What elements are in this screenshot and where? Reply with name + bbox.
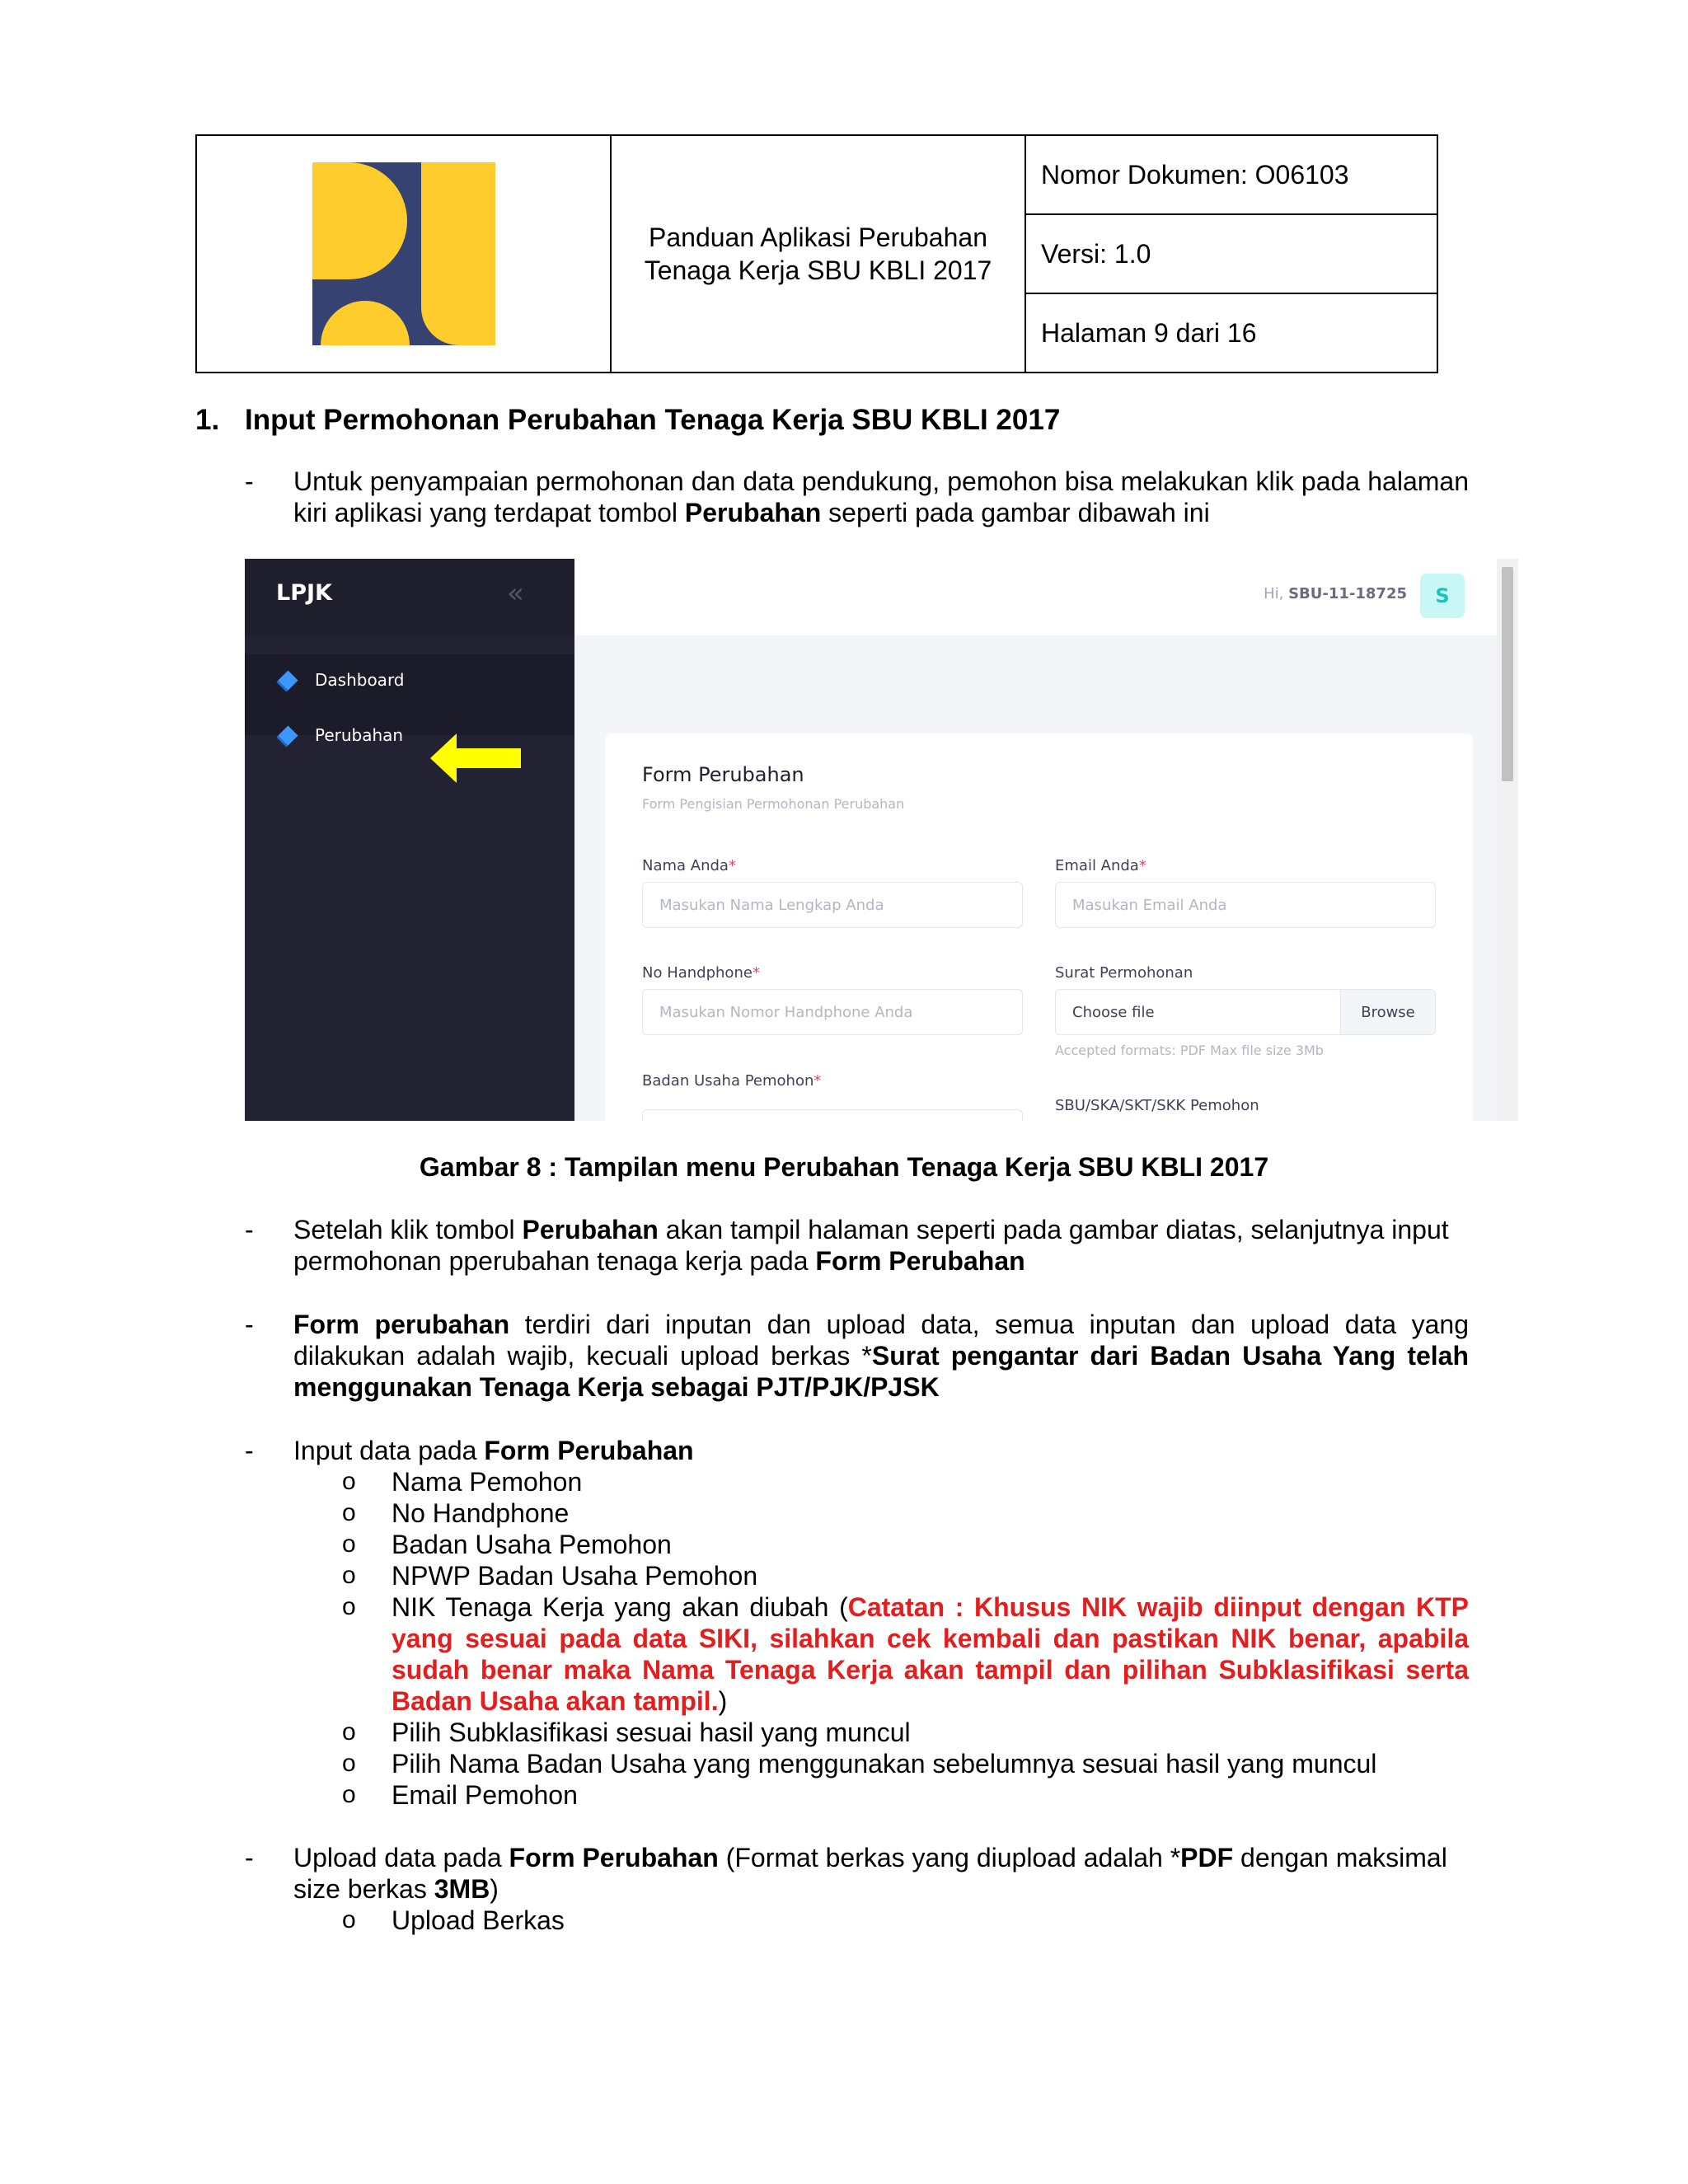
sidebar-header [245, 559, 574, 635]
surat-label: Surat Permohonan [1055, 964, 1193, 982]
dash-bullet: - [245, 466, 254, 496]
badan-usaha-input[interactable] [642, 1109, 1023, 1121]
collapse-chevron-icon[interactable]: « [507, 577, 524, 610]
intro-paragraph [245, 466, 1469, 528]
sidebar [245, 559, 574, 1121]
dash-bullet: - [245, 1436, 254, 1465]
surat-file-input[interactable] [1055, 989, 1436, 1035]
email-label: Email Anda* [1055, 857, 1146, 874]
paragraph-4 [245, 1842, 1469, 1905]
list-item: o NPWP Badan Usaha Pemohon [342, 1561, 758, 1591]
sidebar-item-perubahan[interactable] [278, 723, 403, 748]
sidebar-item-label: Dashboard [315, 670, 405, 690]
sidebar-item-dashboard[interactable] [278, 668, 405, 692]
nik-note: Catatan : Khusus NIK wajib diinput dengan KTP yang sesuai pada data SIKI, silahkan cek kembali dan pastikan NIK benar, apabila sudah benar maka Nama Tenaga Kerja akan tampil dan pilihan Subklasifikasi serta Badan Usaha akan tampil. [392, 1592, 1469, 1716]
section-title: Input Permohonan Perubahan Tenaga Kerja SBU KBLI 2017 [245, 404, 1061, 436]
sidebar-item-label: Perubahan [315, 725, 404, 745]
scrollbar-track[interactable] [1497, 559, 1518, 1121]
list-item: o Pilih Nama Badan Usaha yang menggunakan sebelumnya sesuai hasil yang muncul [342, 1749, 1377, 1779]
intro-text: Untuk penyampaian permohonan dan data pendukung, pemohon bisa melakukan klik pada halaman kiri aplikasi yang terdapat tombol Perubahan seperti pada gambar dibawah ini [293, 466, 1469, 527]
form-subtitle: Form Pengisian Permohonan Perubahan [642, 796, 905, 812]
form-title: Form Perubahan [642, 763, 804, 786]
list-item-nik: o NIK Tenaga Kerja yang akan diubah (Catatan : Khusus NIK wajib diinput dengan KTP yang sesuai pada data SIKI, silahkan cek kembali dan pastikan NIK benar, apabila sudah benar maka Nama Tenaga Kerja akan tampil dan pilihan Subklasifikasi serta Badan Usaha akan tampil.) [342, 1592, 1469, 1716]
paragraph-2 [245, 1309, 1469, 1403]
sidebar-menu [245, 654, 574, 745]
badan-usaha-label: Badan Usaha Pemohon* [642, 1072, 822, 1090]
paragraph-4-text: Upload data pada Form Perubahan (Format berkas yang diupload adalah *PDF dengan maksimal size berkas 3MB) [293, 1843, 1447, 1904]
brand-logo: LPJK [276, 580, 332, 606]
paragraph-1-text: Setelah klik tombol Perubahan akan tampil halaman seperti pada gambar diatas, selanjutnya input permohonan pperubahan tenaga kerja pada Form Perubahan [293, 1215, 1449, 1276]
section-heading [195, 404, 1060, 437]
pu-logo-icon [312, 162, 495, 345]
email-input[interactable]: Masukan Email Anda [1055, 882, 1436, 928]
list-item: o Pilih Subklasifikasi sesuai hasil yang muncul [342, 1718, 911, 1747]
figure-caption: Gambar 8 : Tampilan menu Perubahan Tenaga Kerja SBU KBLI 2017 [419, 1152, 1269, 1182]
document-header-table [195, 134, 1438, 373]
dash-bullet: - [245, 1843, 254, 1872]
list-item: o Email Pemohon [342, 1780, 578, 1810]
document-meta-cells [1026, 136, 1437, 372]
browse-button[interactable]: Browse [1340, 990, 1435, 1034]
yellow-arrow-icon [430, 732, 523, 785]
list-item: o No Handphone [342, 1498, 570, 1528]
document-title-line1: Panduan Aplikasi Perubahan [649, 223, 987, 252]
dash-bullet: - [245, 1310, 254, 1339]
choose-file-text[interactable]: Choose file [1072, 1003, 1155, 1021]
sbu-label: SBU/SKA/SKT/SKK Pemohon [1055, 1097, 1259, 1114]
document-title-cell [612, 136, 1026, 372]
avatar[interactable]: S [1420, 574, 1465, 618]
document-title-line2: Tenaga Kerja SBU KBLI 2017 [644, 255, 992, 285]
top-header [574, 559, 1518, 635]
logo-cell [197, 136, 612, 372]
accepted-formats-hint: Accepted formats: PDF Max file size 3Mb [1055, 1043, 1324, 1058]
section-number: 1. [195, 404, 220, 436]
form-card [605, 733, 1473, 1121]
app-screenshot [245, 559, 1518, 1121]
handphone-label: No Handphone* [642, 964, 760, 982]
nama-label: Nama Anda* [642, 857, 736, 874]
dash-bullet: - [245, 1215, 254, 1244]
list-item: o Upload Berkas [342, 1905, 565, 1935]
paragraph-2-text: Form perubahan terdiri dari inputan dan upload data, semua inputan dan upload data yang dilakukan adalah wajib, kecuali upload berkas *Surat pengantar dari Badan Usaha Yang telah menggunakan Tenaga Kerja sebagai PJT/PJK/PJSK [293, 1310, 1470, 1402]
paragraph-1 [245, 1214, 1469, 1277]
paragraph-3-text: Input data pada Form Perubahan [293, 1436, 694, 1465]
document-number: Nomor Dokumen: O06103 [1026, 136, 1437, 215]
layers-icon [278, 725, 298, 745]
nama-input[interactable]: Masukan Nama Lengkap Anda [642, 882, 1023, 928]
list-item: o Badan Usaha Pemohon [342, 1530, 672, 1559]
paragraph-3 [245, 1435, 1469, 1466]
list-item: o Nama Pemohon [342, 1467, 583, 1497]
scrollbar-thumb[interactable] [1502, 567, 1513, 781]
user-greeting: Hi, SBU-11-18725 [1264, 585, 1407, 602]
document-version: Versi: 1.0 [1026, 215, 1437, 294]
document-page: Halaman 9 dari 16 [1041, 317, 1257, 348]
layers-icon [278, 670, 298, 690]
handphone-input[interactable]: Masukan Nomor Handphone Anda [642, 989, 1023, 1035]
